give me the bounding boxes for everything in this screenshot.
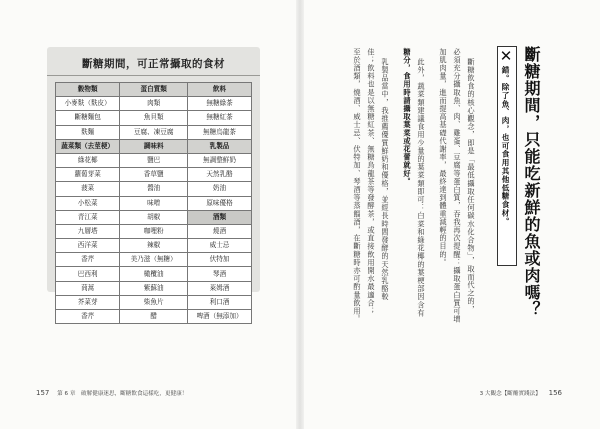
table-cell: 穀物類 [56, 83, 120, 97]
table-cell: 飲料 [188, 83, 252, 97]
table-cell: 酒類 [188, 210, 252, 224]
table-cell: 美乃滋（無糖） [120, 253, 188, 267]
left-running-footer: 第 6 章 破解健康迷思，斷糖飲食這樣吃，更健康！ [57, 391, 188, 397]
table-cell: 無調整鮮奶 [188, 153, 252, 167]
table-cell: 柴魚片 [120, 295, 188, 309]
table-cell: 麩麵 [56, 125, 120, 139]
left-page-number: 157 [36, 389, 50, 397]
table-row [56, 196, 252, 210]
body-column: 加肌肉量，進而提高基礎代謝率，最終達到體重減輕的目的。 [439, 48, 448, 267]
table-cell: 調味料 [120, 139, 188, 153]
table-row [56, 139, 252, 153]
table-cell: 伏特加 [188, 253, 252, 267]
table-row [56, 253, 252, 267]
table-row [56, 267, 252, 281]
table-cell: 九層塔 [56, 224, 120, 238]
table-cell: 無糖綠茶 [188, 97, 252, 111]
table-row [56, 239, 252, 253]
table-cell: 魚貝類 [120, 111, 188, 125]
table-cell: 青江菜 [56, 210, 120, 224]
table-row [56, 310, 252, 324]
table-cell: 芥菜芽 [56, 295, 120, 309]
table-cell: 利口酒 [188, 295, 252, 309]
table-cell: 萊姆酒 [188, 281, 252, 295]
body-column: 佳；飲料也是以無糖紅茶、無糖烏龍茶等發酵茶，或直接飲用開水最適合； [367, 48, 376, 316]
table-cell: 小松菜 [56, 196, 120, 210]
table-row [56, 182, 252, 196]
table-row [56, 295, 252, 309]
table-cell: 肉類 [120, 97, 188, 111]
body-column: 乳製品當中，我推薦優質鮮奶和優格，並經長時間發酵的天然乳酪較 [381, 58, 390, 301]
table-cell: 琴酒 [188, 267, 252, 281]
table-row [56, 281, 252, 295]
body-column: 糖分，食用時請攝取葉菜或花蕾就好。 [403, 48, 412, 186]
answer-text: 錯。除了魚、肉，也可食用其他低糖食材。 [501, 66, 510, 226]
food-table-title: 斷糖期間，可正常攝取的食材 [82, 58, 225, 70]
table-cell: 啤酒（無添加） [188, 310, 252, 324]
table-cell: 香芹 [56, 310, 120, 324]
right-page [300, 0, 600, 429]
table-row [56, 210, 252, 224]
table-row [56, 125, 252, 139]
body-column: 至於酒類，燒酒、威士忌、伏特加、琴酒等蒸餾酒，在斷糖時亦可酌量飲用。 [353, 48, 362, 324]
table-cell: 豆腐、凍豆腐 [120, 125, 188, 139]
title-divider [47, 75, 260, 76]
table-cell: 乳製品 [188, 139, 252, 153]
table-cell: 胡椒 [120, 210, 188, 224]
table-cell: 紫蘇油 [120, 281, 188, 295]
table-cell: 鹽巴 [120, 153, 188, 167]
book-gutter [296, 0, 304, 429]
table-cell: 燒酒 [188, 224, 252, 238]
table-cell: 菠菜 [56, 182, 120, 196]
body-column: 斷糖飲食的核心觀念，即是「最低攝取任何碳水化合物」，取而代之的， [467, 58, 476, 314]
body-column: 此外，蔬菜類建議食用少量的葉菜類即可：白菜和綠花椰的葉梗部因含有 [417, 58, 426, 318]
table-cell: 蘿蔔芽菜 [56, 168, 120, 182]
table-row [56, 111, 252, 125]
table-cell: 奶油 [188, 182, 252, 196]
table-cell: 斷糖麵包 [56, 111, 120, 125]
table-cell: 味噌 [120, 196, 188, 210]
question-heading: 斷糖期間，只能吃新鮮的魚或肉嗎？ [522, 46, 541, 318]
table-cell: 茼蒿 [56, 281, 120, 295]
table-row [56, 83, 252, 97]
table-cell: 小麥麩（麩皮） [56, 97, 120, 111]
food-table [55, 82, 252, 324]
table-cell: 辣椒 [120, 239, 188, 253]
table-row [56, 224, 252, 238]
table-row [56, 168, 252, 182]
table-cell: 無糖烏龍茶 [188, 125, 252, 139]
left-page-footer [36, 389, 187, 397]
table-cell: 橄欖油 [120, 267, 188, 281]
cross-mark-icon: ✕ [499, 47, 513, 65]
table-cell: 蛋白質類 [120, 83, 188, 97]
table-cell: 醋 [120, 310, 188, 324]
table-cell: 無糖紅茶 [188, 111, 252, 125]
table-row [56, 97, 252, 111]
table-cell: 香芹 [56, 253, 120, 267]
table-cell: 咖哩粉 [120, 224, 188, 238]
table-cell: 西洋菜 [56, 239, 120, 253]
table-cell: 威士忌 [188, 239, 252, 253]
table-cell: 天然乳酪 [188, 168, 252, 182]
table-cell: 蔬菜類（去莖梗） [56, 139, 120, 153]
table-cell: 巴西利 [56, 267, 120, 281]
table-row [56, 153, 252, 167]
table-cell: 醬油 [120, 182, 188, 196]
right-page-number: 156 [548, 389, 562, 397]
table-cell: 綠花椰 [56, 153, 120, 167]
right-running-footer: 3 大觀念【斷醣實踐法】 [479, 391, 541, 397]
right-page-footer [480, 389, 562, 397]
table-cell: 香草鹽 [120, 168, 188, 182]
table-cell: 原味優格 [188, 196, 252, 210]
body-column: 必須充分攝取魚、肉、雞蛋、豆腐等蛋白質，吞我再次提醒：攝取蛋白質可增 [453, 48, 462, 324]
